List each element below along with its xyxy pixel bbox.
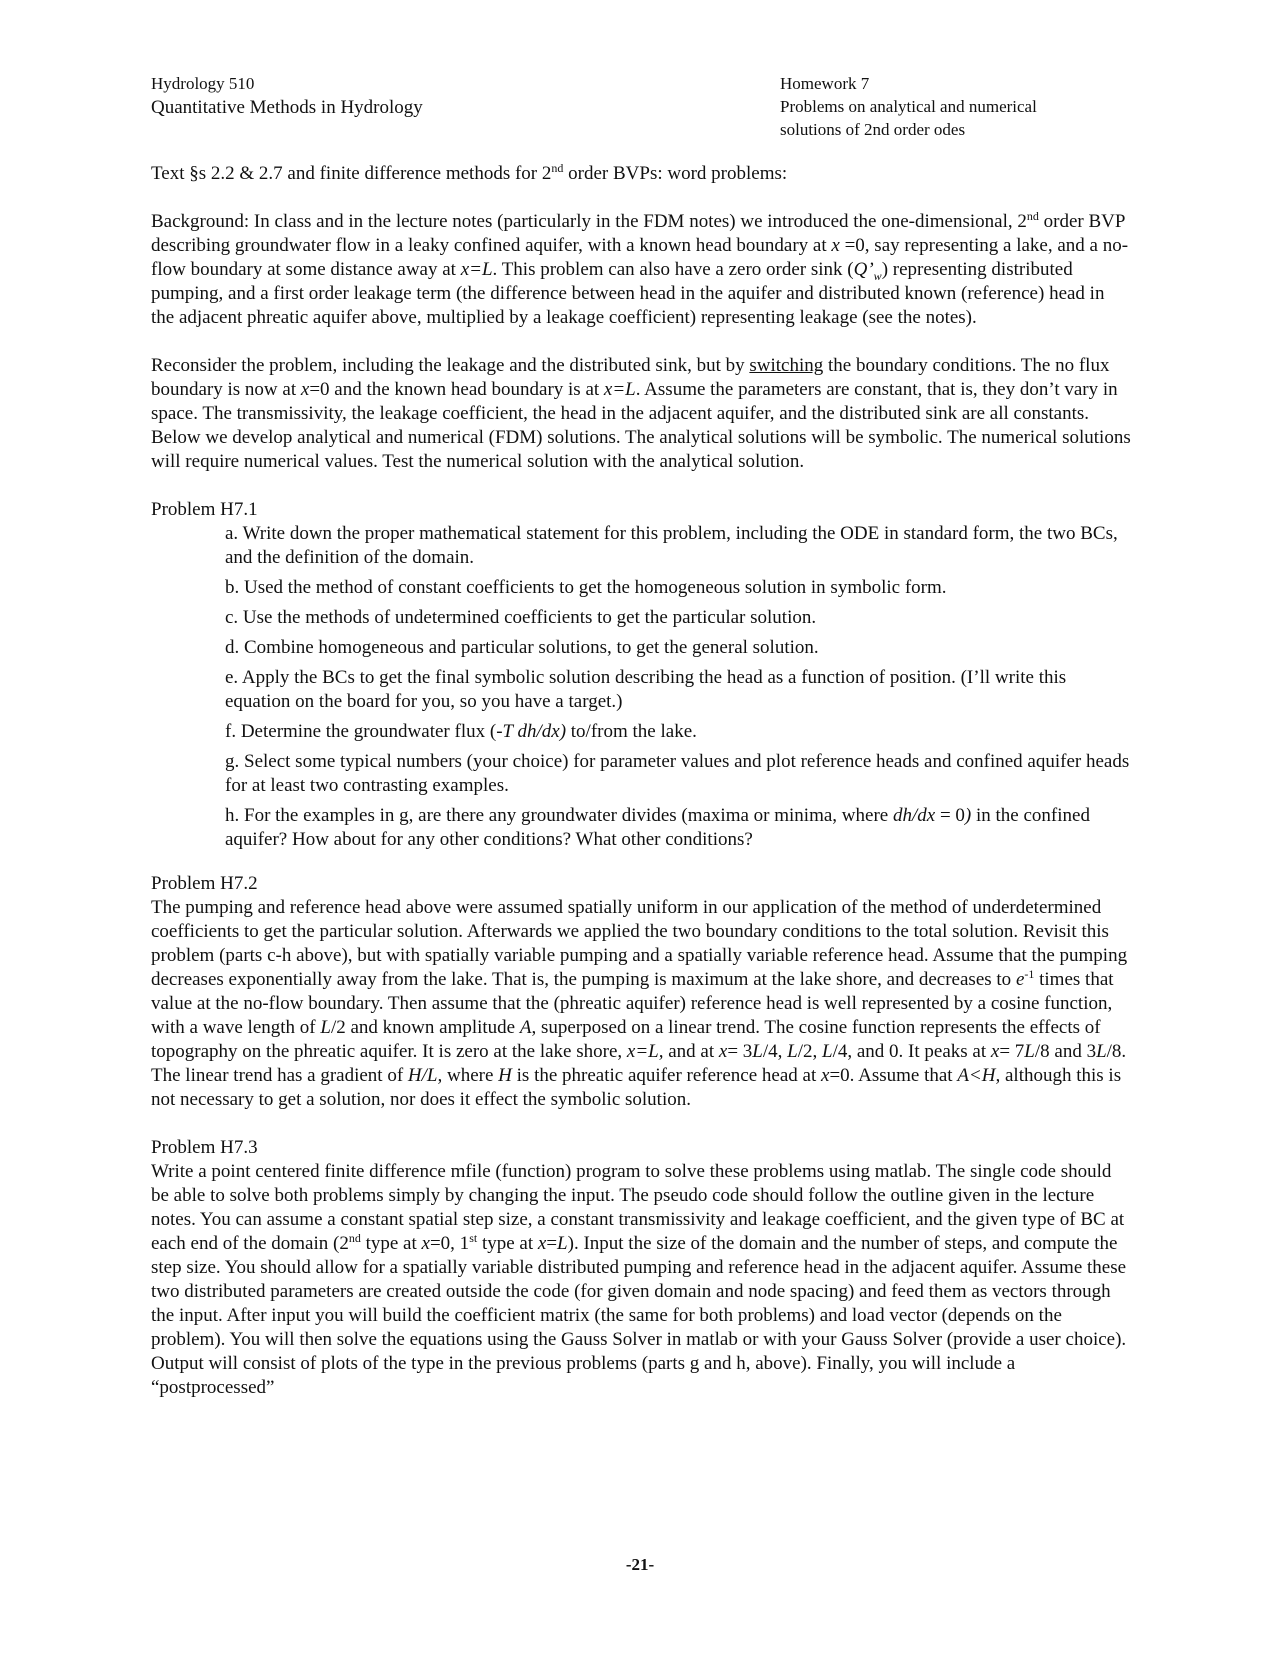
list-item: f. Determine the groundwater flux (-T dh/dx) to/from the lake. xyxy=(225,721,697,742)
problem-h72-text: The pumping and reference head above were assumed spatially uniform in our application of the method of underdetermined coefficients to get the particular solution. Afterwards we applied the two boundary conditions to the total solution. Revisit this problem (parts c-h above), but with spatially variable pumping and a spatially variable reference head. Assume that the pumping decreases exponentially away from the lake. That is, the pumping is maximum at the lake shore, and decreases to $e^{-1}$ times that value at the no-flow boundary. Then assume that the (phreatic aquifer) reference head is well represented by a cosine function, with a wave length of L/2 and known amplitude A, superposed on a linear trend. The cosine function represents the effects of topography on the phreatic aquifer. It is zero at the lake shore, x=L, and at x= 3L/4, L/2, L/4, and 0. It peaks at x= 7L/8 and 3L/8. The linear trend has a gradient of H/L, where H is the phreatic aquifer reference head at x=0. Assume that A<H, although this is not necessary to get a solution, nor does it effect the symbolic solution. xyxy=(151,897,1128,1110)
background-paragraph: Background: In class and in the lecture notes (particularly in the FDM notes) we introduced the one-dimensional, 2nd order BVP describing groundwater flow in a leaky confined aquifer, with a known head boundary at x =0, say representing a lake, and a no-flow boundary at some distance away at x=L. This problem can also have a zero order sink $(Q’_w)$ representing distributed pumping, and a first order leakage term (the difference between head in the aquifer and distributed known (reference) head in the adjacent phreatic aquifer above, multiplied by a leakage coefficient) representing leakage (see the notes). xyxy=(151,209,1129,328)
header-right xyxy=(780,72,1037,141)
homework-topic-line1: Problems on analytical and numerical xyxy=(780,97,1037,116)
course-number: Hydrology 510 xyxy=(151,74,255,93)
reconsider-paragraph: Reconsider the problem, including the leakage and the distributed sink, but by switching the boundary conditions. The no flux boundary is now at x=0 and the known head boundary is at x=L. Assume the parameters are constant, that is, they don’t vary in space. The transmissivity, the leakage coefficient, the head in the adjacent aquifer, and the distributed sink are all constants. Below we develop analytical and numerical (FDM) solutions. The analytical solutions will be symbolic. The numerical solutions will require numerical values. Test the numerical solution with the analytical solution. xyxy=(151,355,1131,472)
list-item: a. Write down the proper mathematical statement for this problem, including the ODE in standard form, the two BCs, and the definition of the domain. xyxy=(225,523,1118,568)
problem-h73-title: Problem H7.3 xyxy=(151,1137,258,1158)
list-item: e. Apply the BCs to get the final symbolic solution describing the head as a function of position. (I’ll write this equation on the board for you, so you have a target.) xyxy=(225,667,1067,712)
problem-h73-text: Write a point centered finite difference mfile (function) program to solve these problems using matlab. The single code should be able to solve both problems simply by changing the input. The pseudo code should follow the outline given in the lecture notes. You can assume a constant spatial step size, a constant transmissivity and leakage coefficient, and the given type of BC at each end of the domain (2nd type at x=0, 1st type at x=L). Input the size of the domain and the number of steps, and compute the step size. You should allow for a spatially variable distributed pumping and reference head in the adjacent aquifer. Assume these two distributed parameters are created outside the code (for given domain and node spacing) and feed them as vectors through the input. After input you will build the coefficient matrix (the same for both problems) and load vector (depends on the problem). You will then solve the equations using the Gauss Solver in matlab or with your Gauss Solver (provide a user choice). Output will consist of plots of the type in the previous problems (parts g and h, above). Finally, you will include a “postprocessed” xyxy=(151,1161,1127,1398)
intro-line: Text §s 2.2 & 2.7 and finite difference methods for 2nd order BVPs: word problems: xyxy=(151,161,788,184)
list-item: g. Select some typical numbers (your choice) for parameter values and plot reference heads and confined aquifer heads for at least two contrasting examples. xyxy=(225,751,1130,796)
list-item: d. Combine homogeneous and particular solutions, to get the general solution. xyxy=(225,637,819,658)
list-item: c. Use the methods of undetermined coefficients to get the particular solution. xyxy=(225,607,817,628)
problem-h71-title: Problem H7.1 xyxy=(151,499,258,520)
header-left xyxy=(151,72,423,120)
homework-number: Homework 7 xyxy=(780,74,870,93)
list-item: h. For the examples in g, are there any groundwater divides (maxima or minima, where dh/dx = 0) in the confined aquifer? How about for any other conditions? What other conditions? xyxy=(225,805,1090,850)
document-body xyxy=(151,162,1131,1400)
course-title: Quantitative Methods in Hydrology xyxy=(151,97,423,118)
homework-topic-line2: solutions of 2nd order odes xyxy=(780,120,966,139)
page-number: -21- xyxy=(625,1555,655,1574)
problem-h72-title: Problem H7.2 xyxy=(151,873,258,894)
list-item: b. Used the method of constant coefficients to get the homogeneous solution in symbolic form. xyxy=(225,577,947,598)
problem-h71-list xyxy=(225,522,1131,852)
